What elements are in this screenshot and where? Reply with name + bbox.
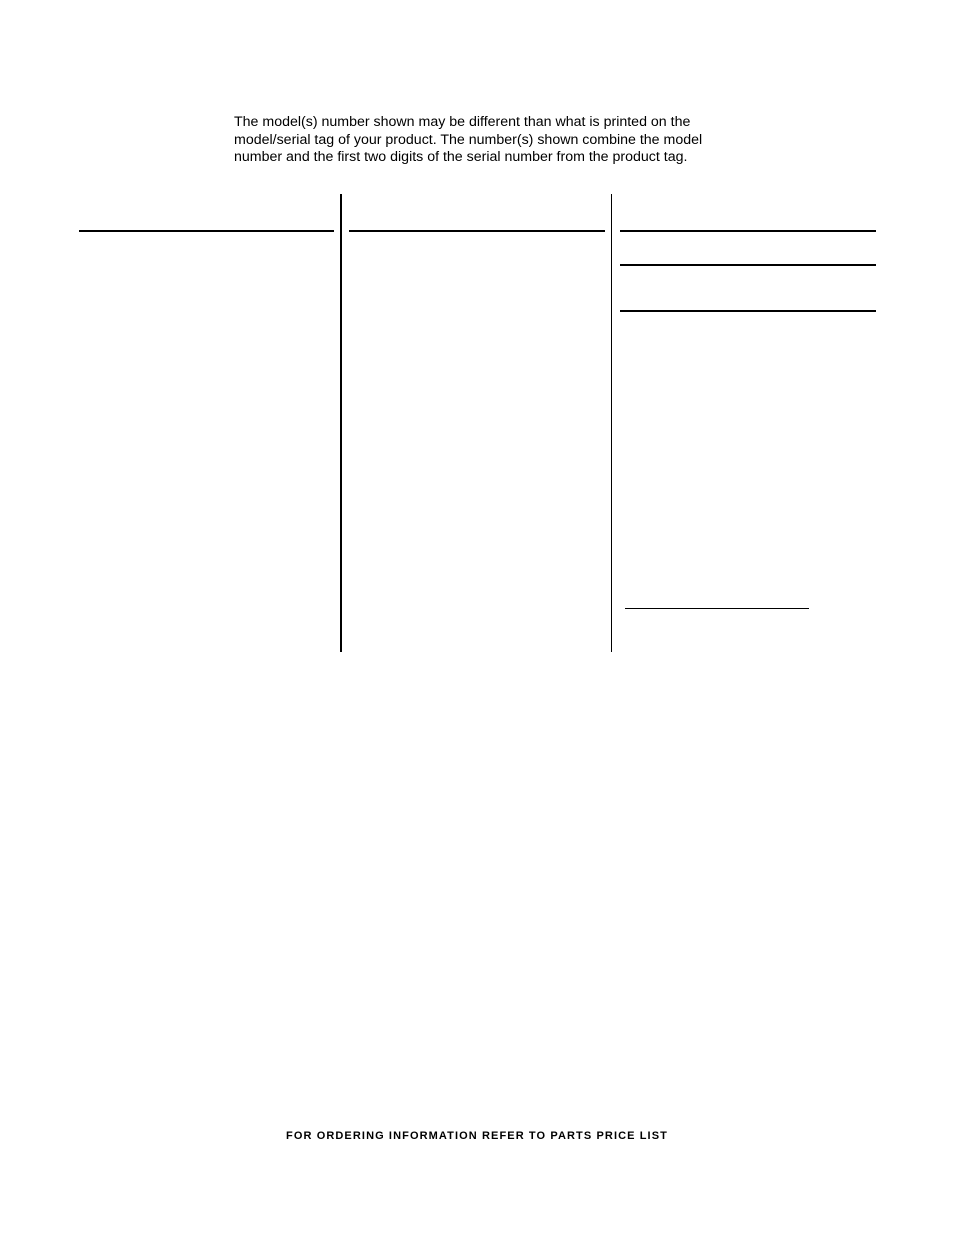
column-divider-right [611,194,612,652]
column-1-header-rule [79,230,334,232]
notice-line-1: The model(s) number shown may be different than what is printed on the [234,114,691,130]
column-divider-left [340,194,342,652]
column-3-rule-2 [620,264,876,266]
column-3-header-rule [620,230,876,232]
column-3-rule-3 [620,310,876,312]
ordering-info-footer: FOR ORDERING INFORMATION REFER TO PARTS PRICE LIST [286,1130,668,1142]
notice-line-3: number and the first two digits of the serial number from the product tag. [234,149,688,165]
model-number-notice [234,114,754,167]
column-3-short-rule [625,608,809,609]
column-2-header-rule [349,230,605,232]
notice-line-2: model/serial tag of your product. The number(s) shown combine the model [234,131,703,148]
